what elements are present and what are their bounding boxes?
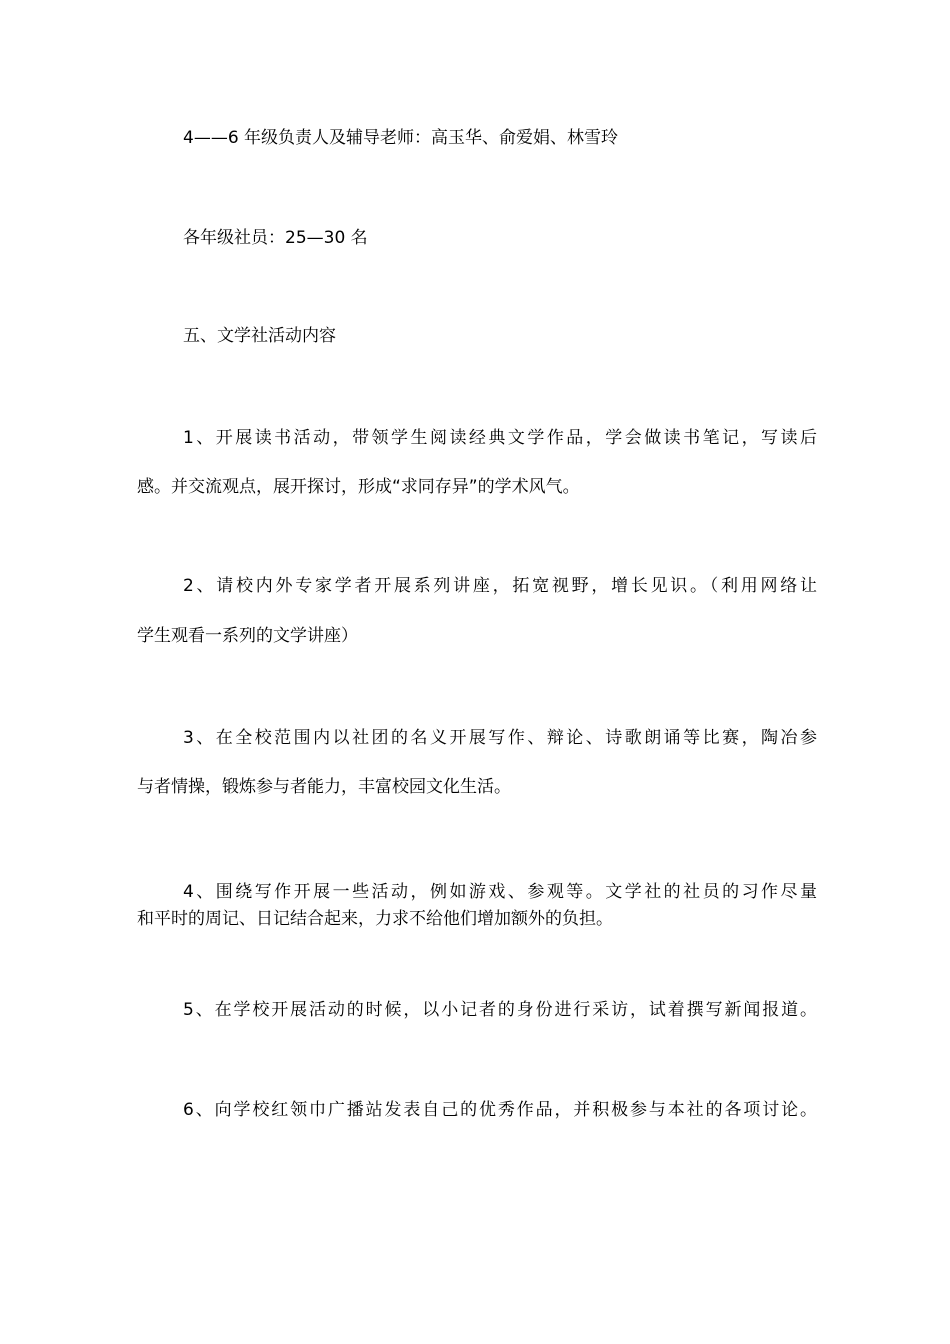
- item-3-line-1: 3、在全校范围内以社团的名义开展写作、辩论、诗歌朗诵等比赛，陶冶参: [183, 728, 817, 748]
- item-4-line-2: 和平时的周记、日记结合起来，力求不给他们增加额外的负担。: [137, 909, 613, 929]
- item-4-line-1: 4、围绕写作开展一些活动，例如游戏、参观等。文学社的社员的习作尽量: [183, 882, 817, 902]
- item-6-line: 6、向学校红领巾广播站发表自己的优秀作品，并积极参与本社的各项讨论。: [183, 1100, 817, 1120]
- supervisors-line: 4——6 年级负责人及辅导老师：高玉华、俞爱娟、林雪玲: [183, 128, 619, 148]
- item-1-line-1: 1、开展读书活动，带领学生阅读经典文学作品，学会做读书笔记，写读后: [183, 428, 817, 448]
- section-heading: 五、文学社活动内容: [183, 326, 336, 346]
- item-3-line-2: 与者情操，锻炼参与者能力，丰富校园文化生活。: [137, 777, 511, 797]
- members-line: 各年级社员：25—30 名: [183, 228, 368, 248]
- item-5-line: 5、在学校开展活动的时候，以小记者的身份进行采访，试着撰写新闻报道。: [183, 1000, 817, 1020]
- item-2-line-2: 学生观看一系列的文学讲座）: [137, 626, 358, 646]
- item-2-line-1: 2、请校内外专家学者开展系列讲座，拓宽视野，增长见识。（利用网络让: [183, 576, 817, 596]
- item-1-line-2: 感。并交流观点，展开探讨，形成“求同存异”的学术风气。: [137, 477, 580, 497]
